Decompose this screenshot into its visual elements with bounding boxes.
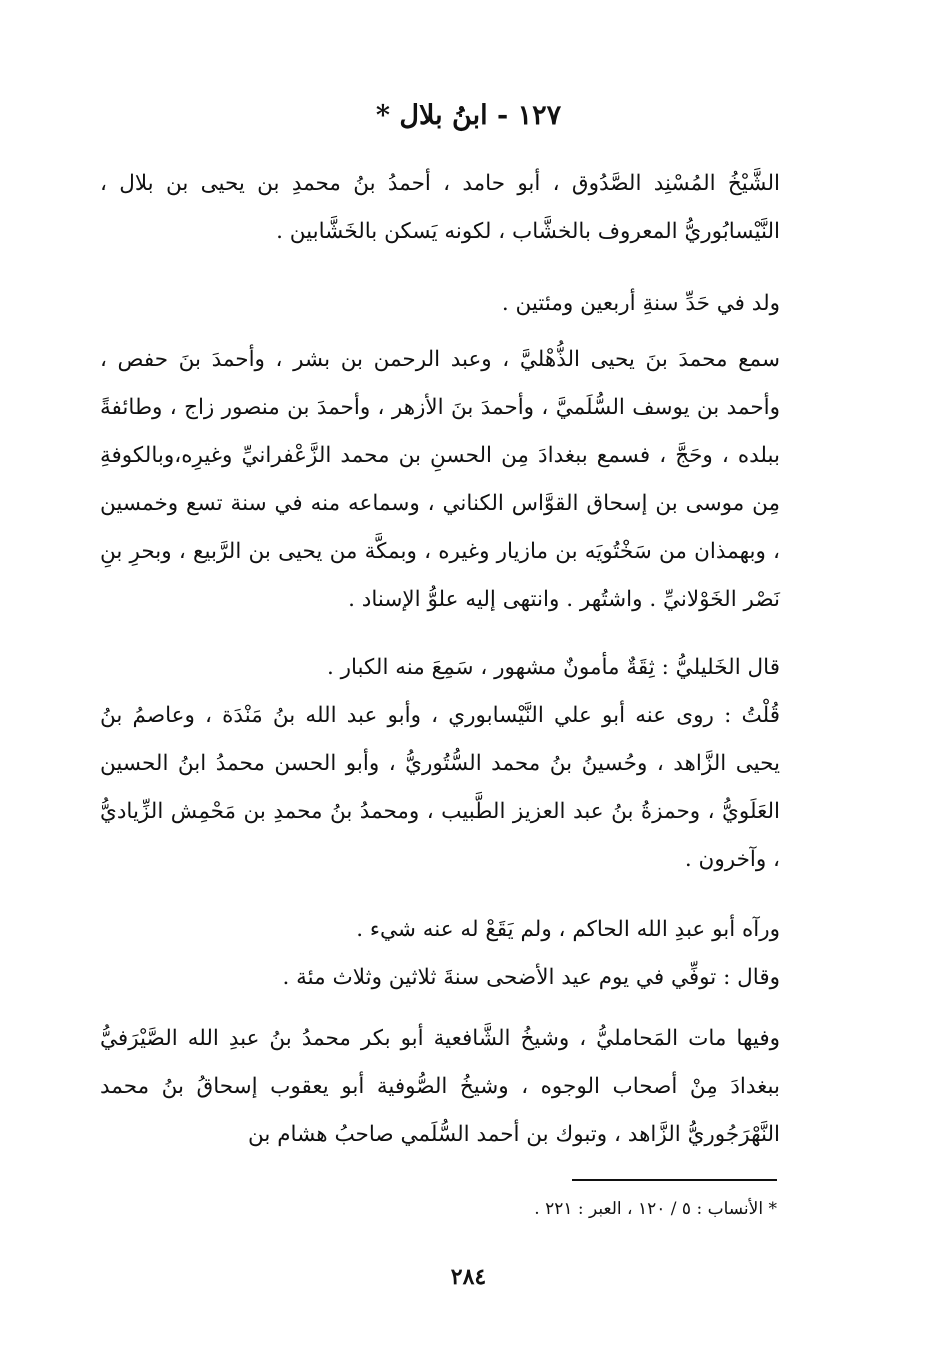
paragraph-intro: الشَّيْخُ المُسْنِد الصَّدُوق ، أبو حامد ، أحمدُ بنُ محمدِ بن يحيى بن بلال ، النَّيْسابُوريُّ المعروف بالخشَّاب ، لكونه يَسكن بالخَشَّابين . bbox=[100, 171, 780, 244]
footnote-divider bbox=[572, 1179, 777, 1181]
paragraph-death: وقال : توفِّي في يوم عيد الأضحى سنةَ ثلاثين وثلاث مئة . bbox=[282, 965, 780, 990]
paragraph-teachers: سمع محمدَ بنَ يحيى الذُّهْليَّ ، وعبد الرحمن بن بشر ، وأحمدَ بنَ حفص ، وأحمد بن يوسف السُّلَميَّ ، وأحمدَ بنَ الأزهر ، وأحمدَ بن منصور زاج ، وطائفةً ببلده ، وحَجَّ ، فسمع ببغدادَ مِن الحسنِ بن محمد الزَّعْفرانيِّ وغيرِه،وبالكوفةِ مِن موسى بن إسحاق القوَّاس الكناني ، وسماعه منه في سنة تسع وخمسين ، وبهمذان من سَخْتُويَه بن مازيار وغيره ، وبمكَّة من يحيى بن الرَّبيع ، وبحرِ بنِ نَصْر الخَوْلانيِّ . واشتُهر . وانتهى إليه علوُّ الإسناد . bbox=[100, 347, 780, 612]
paragraph-students: قُلْتُ : روى عنه أبو علي النَّيْسابوري ، وأبو عبد الله بنُ مَنْدَة ، وعاصمُ بنُ يحيى الزَّاهد ، وحُسينُ بنُ محمد السُّتُوريُّ ، وأبو الحسن محمدُ ابنُ الحسين العَلَويُّ ، وحمزةُ بنُ عبد العزيز الطَّبيب ، ومحمدُ بنُ محمدِ بن مَحْمِش الزِّياديُّ ، وآخرون . bbox=[100, 703, 780, 872]
entry-title: ١٢٧ - ابنُ بلال * bbox=[375, 100, 562, 131]
paragraph-birth: ولد في حَدِّ سنةِ أربعين ومئتين . bbox=[501, 291, 780, 316]
paragraph-hakim: ورآه أبو عبدِ الله الحاكم ، ولم يَقَعْ له عنه شيء . bbox=[356, 917, 780, 942]
paragraph-khalili-quote: قال الخَليليُّ : ثِقَةٌ مأمونٌ مشهور ، سَمِعَ منه الكبار . bbox=[326, 655, 780, 680]
paragraph-same-year-deaths: وفيها مات المَحامليُّ ، وشيخُ الشَّافعية أبو بكر محمدُ بنُ عبدِ الله الصَّيْرَفيُّ ببغدادَ مِنْ أصحاب الوجوه ، وشيخُ الصُّوفية أبو يعقوب إسحاقُ بنُ محمد النَّهْرَجُوريُّ الزَّاهد ، وتبوك بن أحمد السُّلَمي صاحبُ هشام بن bbox=[100, 1026, 780, 1147]
footnote: * الأنساب : ٥ / ١٢٠ ، العبر : ٢٢١ . bbox=[534, 1199, 777, 1219]
page-number: ٢٨٤ bbox=[450, 1264, 487, 1290]
